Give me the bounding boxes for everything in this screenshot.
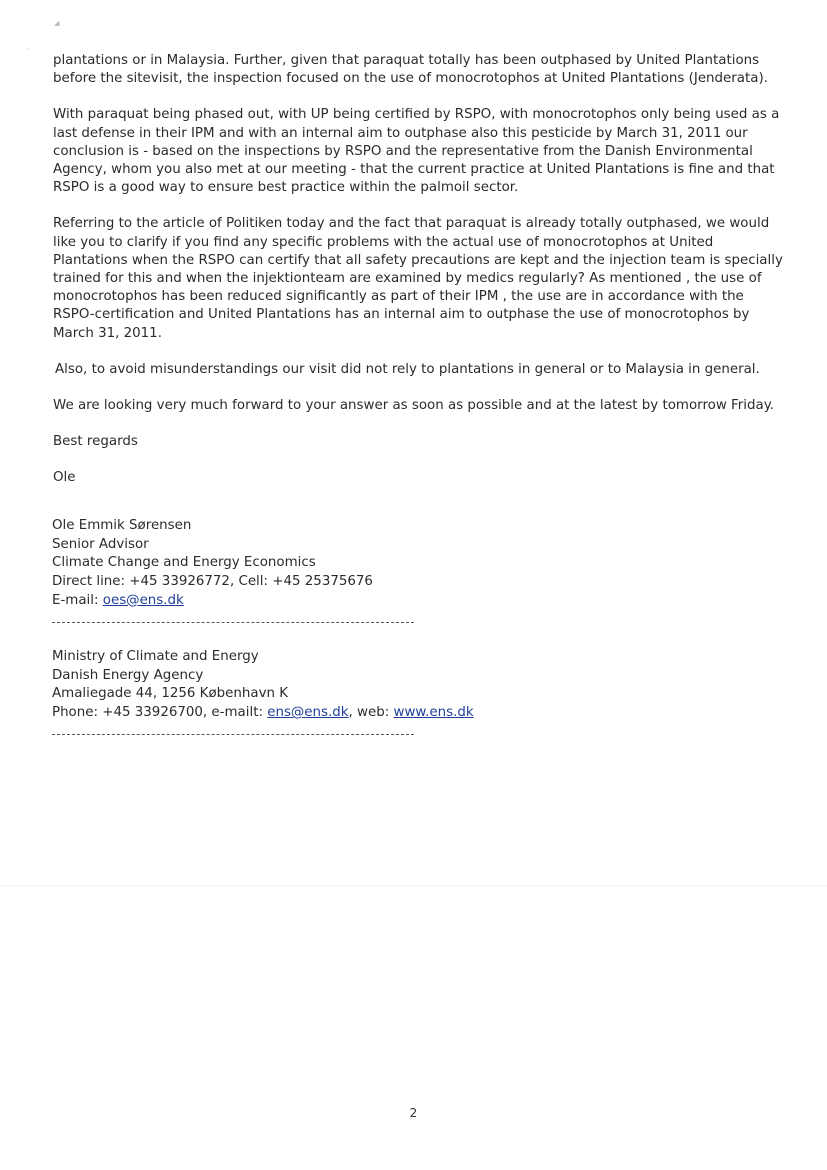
scan-speck: ᵕ	[26, 46, 29, 54]
scan-speck: ◢	[54, 19, 60, 27]
sender-first-name: Ole	[53, 470, 76, 486]
paragraph-4: Also, to avoid misunderstandings our visit did not rely to plantations in general or to Malaysia in general.	[55, 361, 760, 377]
paragraph-1: plantations or in Malaysia. Further, given that paraquat totally has been outphased by United Plantations before the sitevisit, the inspection focused on the use of monocrotophos at United Plantations (Jenderata).	[53, 53, 768, 87]
organization-contact-line	[52, 704, 572, 723]
paragraph-5: We are looking very much forward to your answer as soon as possible and at the latest by tomorrow Friday.	[53, 398, 774, 414]
closing-salutation: Best regards	[53, 434, 138, 450]
signature-email-link[interactable]: oes@ens.dk	[102, 592, 184, 608]
organization-block	[52, 648, 572, 723]
organization-phone-label: Phone: +45 33926700, e-mailt:	[52, 705, 268, 721]
signature-department: Climate Change and Energy Economics	[52, 555, 316, 571]
paragraph-2: With paraquat being phased out, with UP being certified by RSPO, with monocrotophos only being used as a last defense in their IPM and with an internal aim to outphase also this pesticide by March 31, 2011 our conclusion is - based on the inspections by RSPO and the representative from the Danish Environmental Agency, whom you also met at our meeting - that the current practice at United Plantations is fine and that RSPO is a good way to ensure best practice within the palmoil sector.	[53, 107, 780, 196]
signature-title: Senior Advisor	[52, 536, 149, 552]
separator-dashes	[52, 622, 414, 623]
separator-dashes	[52, 734, 414, 735]
organization-ministry: Ministry of Climate and Energy	[52, 649, 259, 664]
paragraph-3: Referring to the article of Politiken today and the fact that paraquat is already totally outphased, we would like you to clarify if you find any specific problems with the actual use of monocrotophos at United Plantations when the RSPO can certify that all safety precautions are kept and the injection team is specially trained for this and when the injektionteam are examined by medics regularly? As mentioned , the use of monocrotophos has been reduced significantly as part of their IPM , the use are in accordance with the RSPO-certification and United Plantations has an internal aim to outphase the use of monocrotophos by March 31, 2011.	[53, 216, 783, 341]
signature-block	[52, 517, 572, 611]
organization-agency: Danish Energy Agency	[52, 667, 204, 683]
signature-name: Ole Emmik Sørensen	[52, 518, 192, 533]
signature-email-line	[52, 592, 572, 611]
organization-web-label: , web:	[348, 705, 394, 721]
organization-email-link[interactable]: ens@ens.dk	[267, 705, 349, 721]
letter-body	[53, 52, 788, 506]
signature-email-label: E-mail:	[52, 592, 103, 608]
organization-address: Amaliegade 44, 1256 København K	[52, 686, 289, 702]
scan-fold-line	[0, 885, 827, 886]
page-number: 2	[409, 1106, 418, 1120]
organization-web-link[interactable]: www.ens.dk	[393, 705, 474, 721]
signature-phones: Direct line: +45 33926772, Cell: +45 25375676	[52, 574, 373, 590]
